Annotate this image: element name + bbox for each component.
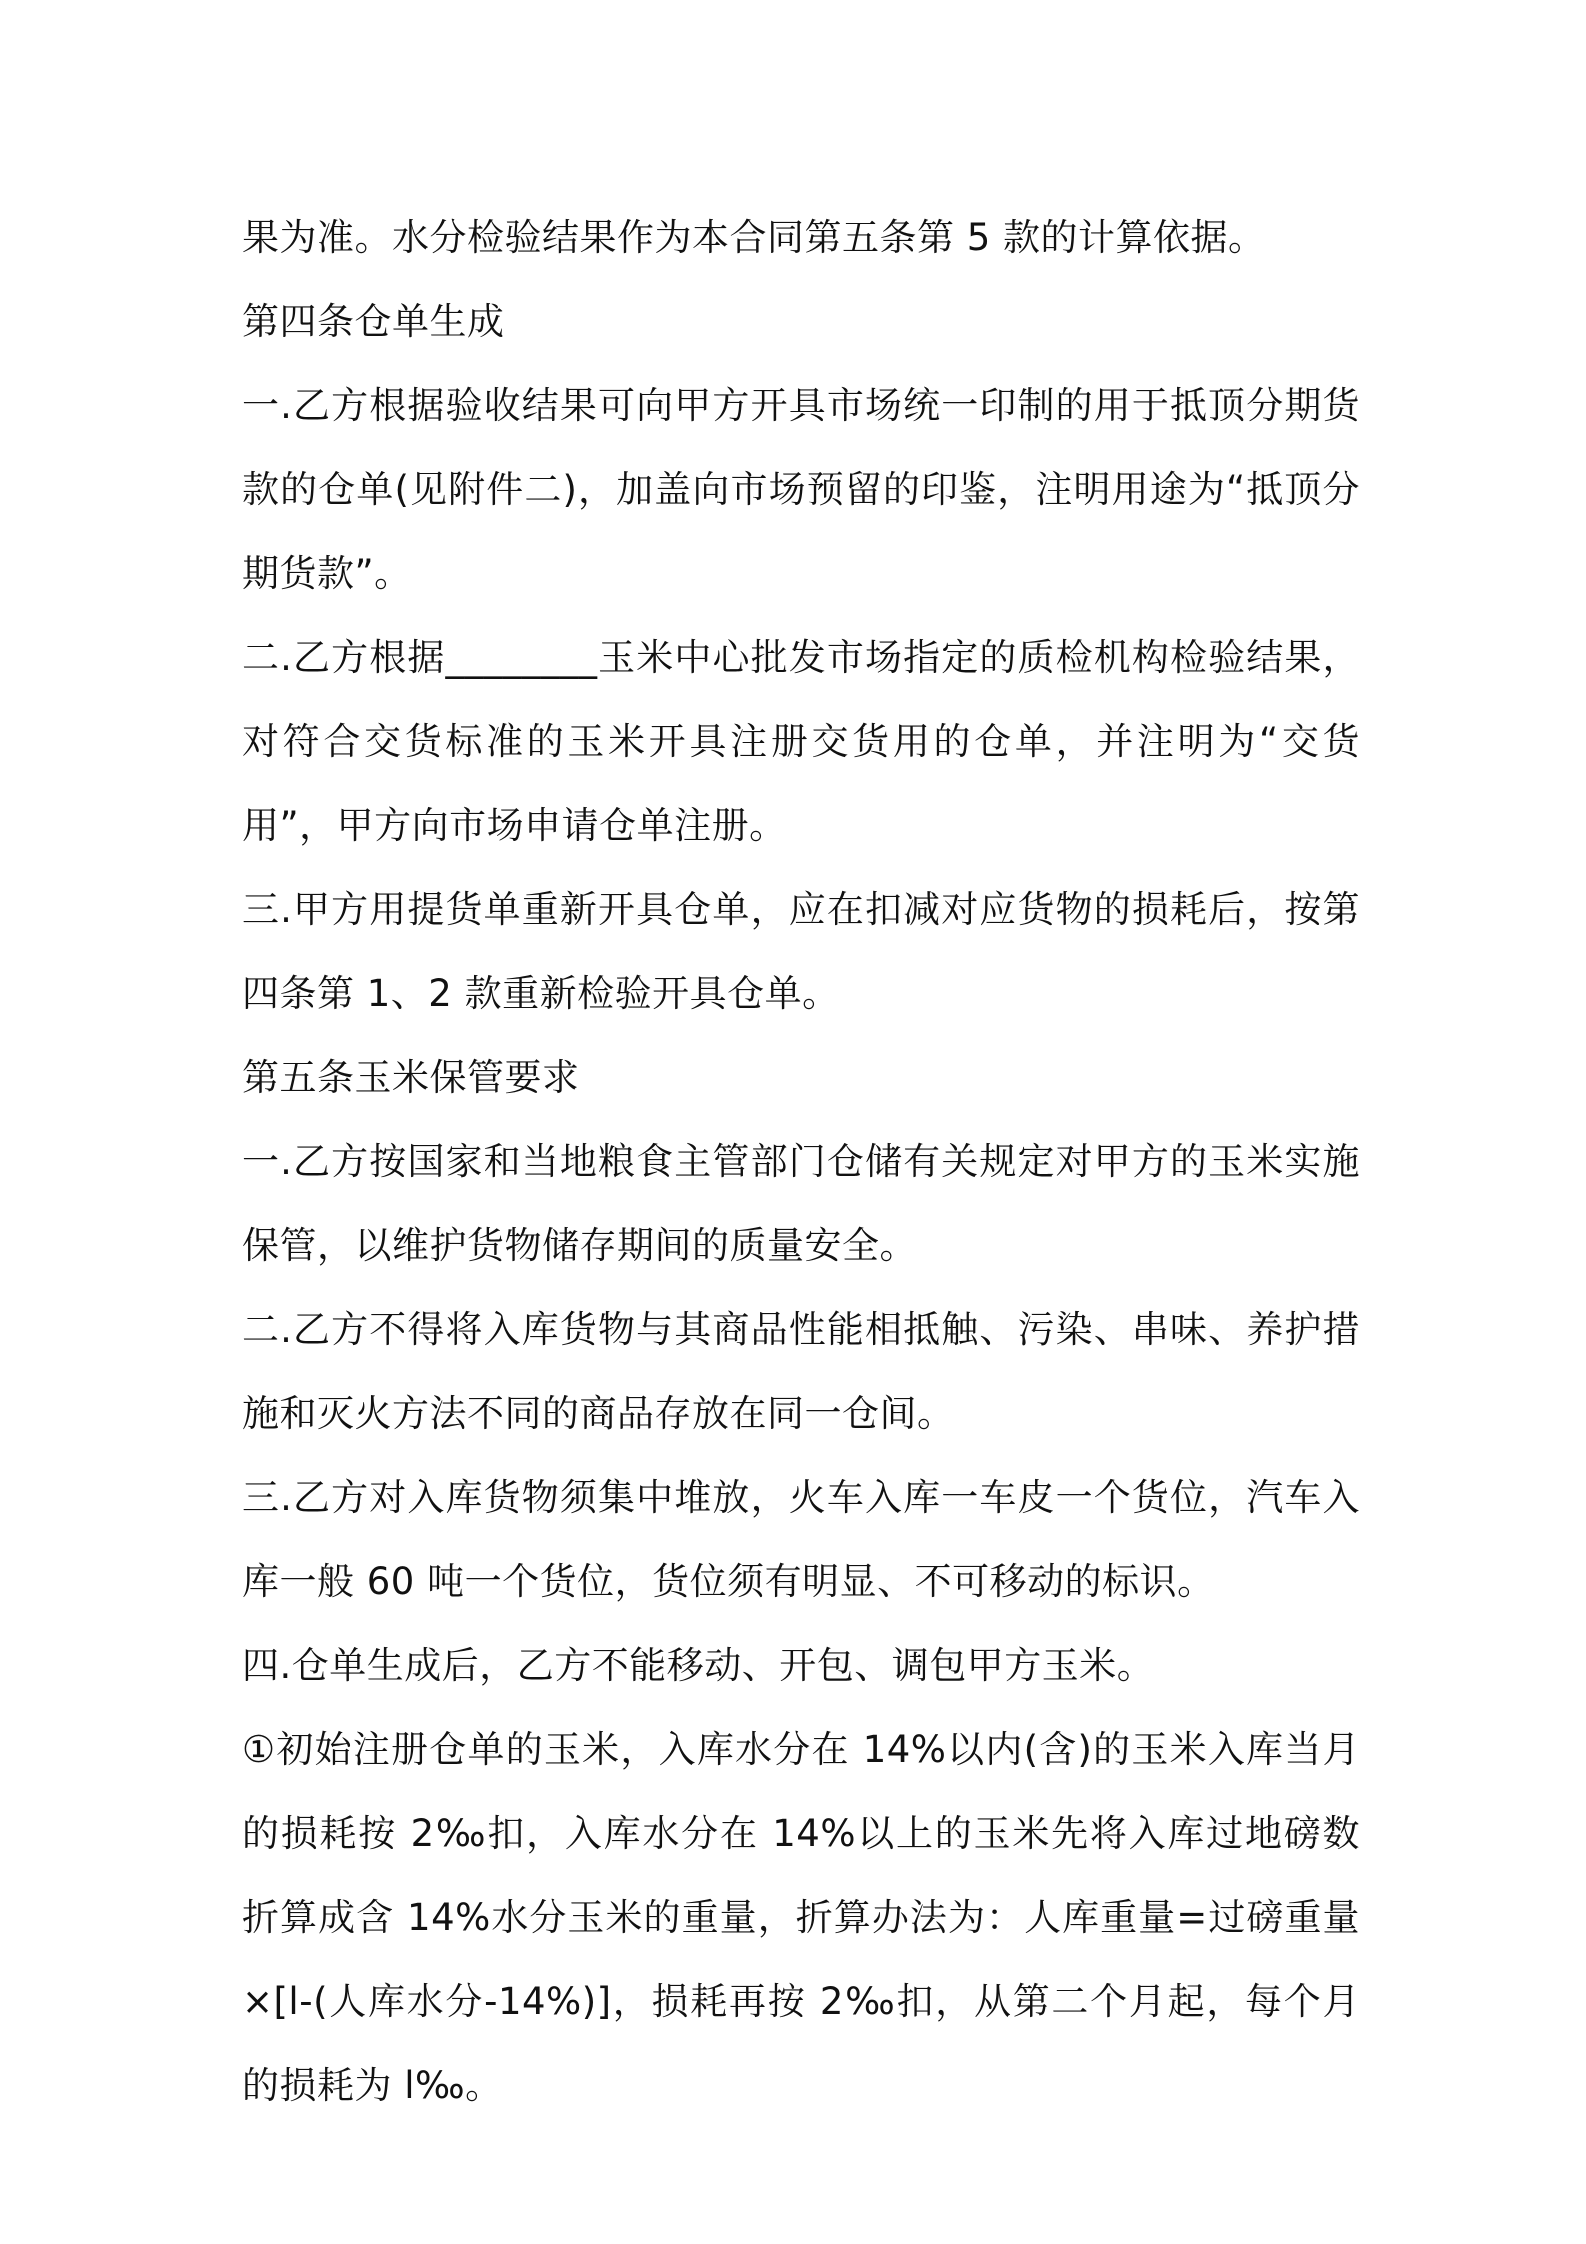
article-five-clause-2: 二.乙方不得将入库货物与其商品性能相抵触、污染、串味、养护措施和灭火方法不同的商品存放在同一仓间。 — [242, 1308, 1360, 1435]
paragraph-continuation: 果为准。水分检验结果作为本合同第五条第 5 款的计算依据。 — [242, 216, 1266, 259]
article-five-heading: 第五条玉米保管要求 — [242, 1056, 580, 1099]
article-five-clause-3: 三.乙方对入库货物须集中堆放，火车入库一车皮一个货位，汽车入库一般 60 吨一个货位，货位须有明显、不可移动的标识。 — [242, 1476, 1360, 1603]
article-four-clause-2: 二.乙方根据________玉米中心批发市场指定的质检机构检验结果，对符合交货标准的玉米开具注册交货用的仓单，并注明为“交货用”，甲方向市场申请仓单注册。 — [242, 636, 1360, 847]
article-five-clause-4: 四.仓单生成后，乙方不能移动、开包、调包甲方玉米。 — [242, 1644, 1155, 1687]
article-four-heading: 第四条仓单生成 — [242, 300, 505, 343]
article-five-clause-1: 一.乙方按国家和当地粮食主管部门仓储有关规定对甲方的玉米实施保管，以维护货物储存期间的质量安全。 — [242, 1140, 1360, 1267]
article-four-clause-1: 一.乙方根据验收结果可向甲方开具市场统一印制的用于抵顶分期货款的仓单(见附件二)，加盖向市场预留的印鉴，注明用途为“抵顶分期货款”。 — [242, 384, 1360, 595]
article-five-subclause-1: ①初始注册仓单的玉米，入库水分在 14%以内(含)的玉米入库当月的损耗按 2‰扣，入库水分在 14%以上的玉米先将入库过地磅数折算成含 14%水分玉米的重量，折算办法为：人库重量=过磅重量×[l-(人库水分-14%)]，损耗再按 2‰扣，从第二个月起，每个月的损耗为 l‰。 — [242, 1728, 1360, 2107]
document-body — [242, 196, 1360, 2128]
article-four-clause-3: 三.甲方用提货单重新开具仓单，应在扣减对应货物的损耗后，按第四条第 1、2 款重新检验开具仓单。 — [242, 888, 1360, 1015]
